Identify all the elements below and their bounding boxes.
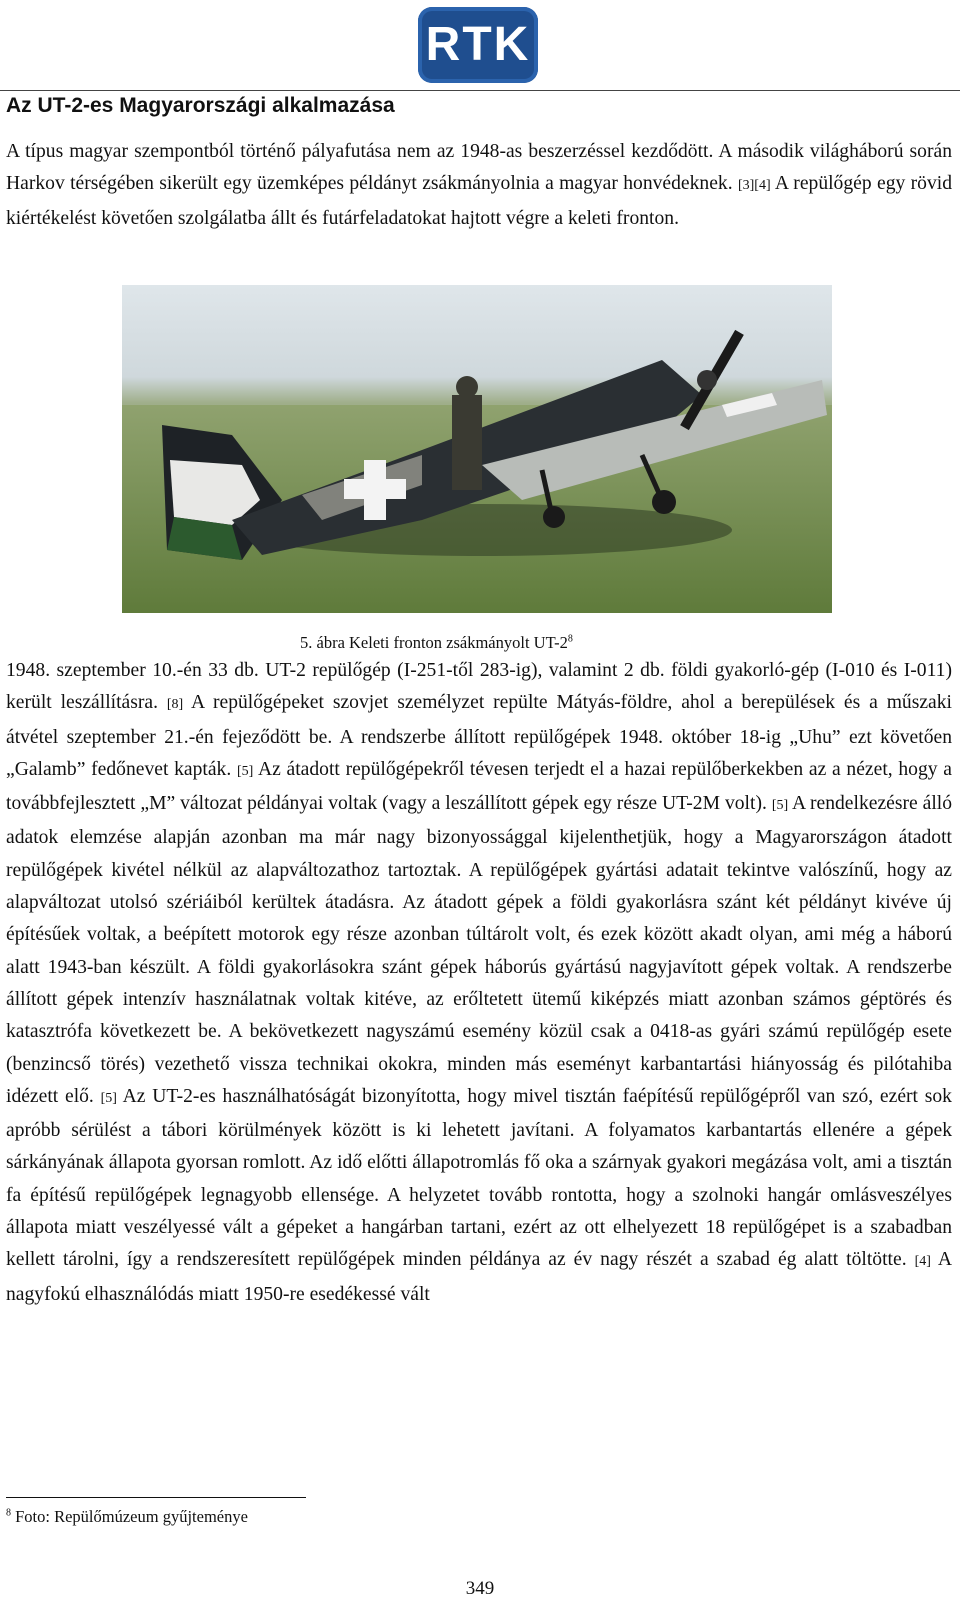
footnote-number: 8 xyxy=(6,1507,11,1519)
aircraft-photo xyxy=(122,285,832,613)
main-paragraph xyxy=(6,655,952,1311)
section-title: Az UT-2-es Magyarországi alkalmazása xyxy=(6,94,395,117)
citation[interactable]: [5] xyxy=(236,763,254,779)
intro-paragraph xyxy=(6,136,952,235)
paragraph-text: Az átadott repülőgépekről tévesen terjedt el a hazai repülőberkekben az a nézet, hogy a továbbfejlesztett „M” változat példányai voltak (vagy a leszállított gépek egy része UT-2M volt). xyxy=(6,758,952,815)
paragraph-text: A nagyfokú elhasználódás miatt 1950-re esedékessé vált xyxy=(6,1249,952,1305)
paragraph-text: 1948. szeptember 10.-én 33 db. UT-2 repülőgép (I-251-től 283-ig), valamint 2 db. földi gyakorló-gép (I-010 és I-011) került leszállításra. xyxy=(6,660,952,714)
paragraph-text: A rendelkezésre álló adatok elemzése alapján azonban ma már nagy bizonyossággal kijelenthetjük, hogy a Magyarországon átadott repülőgépek kivétel nélkül az alapváltozathoz tartoztak. A repülőgépek gyártási adatait tekintve valószínű, hogy az alapváltozat utolsó szériáiból kerültek átadásra. Az átadott gépek a földi gyakorlásra szánt két példányt kivéve új építésűek voltak, a beépített motorok egy része azonban túltárolt volt, és ezek között akadt olyan, ami még a háború alatt 1943-ban készült. A földi gyakorlásokra szánt gépek háborús gyártású nagyjavított gépek voltak. A rendszerbe állított gépek intenzív használatnak voltak kitéve, az erőltetett ütemű kiképzés miatt azonban számos géptörés és katasztrófa következett be. A bekövetkezett nagyszámú esemény közül csak a 0418-as gyári számú repülőgép esete (benzincső törés) vezethető vissza technikai okokra, minden más eseményt karbantartási hiányosság és pilótahiba idézett elő. xyxy=(6,793,952,1107)
paragraph-text: Az UT-2-es használhatóságát bizonyította, hogy mivel tisztán faépítésű repülőgépről van szó, ezért sok apróbb sérülést a tábori körülmények között is ki lehetett javítani. A folyamatos karbantartás ellenére a gépek sárkányának állapota gyorsan romlott. Az idő előtti állapotromlás fő oka a szárnyak gyakori megázása volt, ami a tisztán fa építésű repülőgépek legnagyobb ellensége. A helyzetet tovább rontotta, hogy a szolnoki hangár omlásveszélyes állapota miatt veszélyessé vált a gépeket a hangárban tartani, ezért az ott elhelyezett 18 repülőgépet is a szabadban kellett tárolni, így a rendszeresített repülőgépek minden példánya az év nagy részét a szabad ég alatt töltötte. xyxy=(6,1085,952,1271)
citation[interactable]: [5] xyxy=(100,1090,117,1106)
rtk-logo xyxy=(418,7,538,83)
footnote xyxy=(6,1507,248,1527)
paragraph-text: A repülőgépeket szovjet személyzet repülte Mátyás-földre, ahol a berepülések és a műszaki átvétel szeptember 21.-én fejeződött be. A rendszerbe állított repülőgépek 1948. október 18-ig „Uhu” ezt követően „Galamb” fedőnevet kapták. xyxy=(6,692,952,780)
paragraph-text: A repülőgép egy rövid kiértékelést követően szolgálatba állt és futárfeladatokat hajtott végre a keleti fronton. xyxy=(6,173,952,229)
citation[interactable]: [5] xyxy=(771,798,789,814)
citation[interactable]: [8] xyxy=(166,697,184,713)
citation[interactable]: [3][4] xyxy=(737,178,771,194)
footnote-text: Foto: Repülőmúzeum gyűjteménye xyxy=(11,1507,248,1526)
figure-caption xyxy=(300,633,750,653)
page-number: 349 xyxy=(465,1578,495,1599)
footnote-marker[interactable]: 8 xyxy=(567,633,573,645)
citation[interactable]: [4] xyxy=(914,1254,931,1270)
paragraph-text: A típus magyar szempontból történő pályafutása nem az 1948-as beszerzéssel kezdődött. A második világháború során Harkov térségében sikerült egy üzemképes példányt zsákmányolnia a magyar honvédeknek. xyxy=(6,141,952,195)
logo-text: RTK xyxy=(425,18,531,71)
footnote-rule xyxy=(6,1497,306,1498)
header-rule xyxy=(0,90,960,91)
caption-text: 5. ábra Keleti fronton zsákmányolt UT-2 xyxy=(300,633,568,652)
